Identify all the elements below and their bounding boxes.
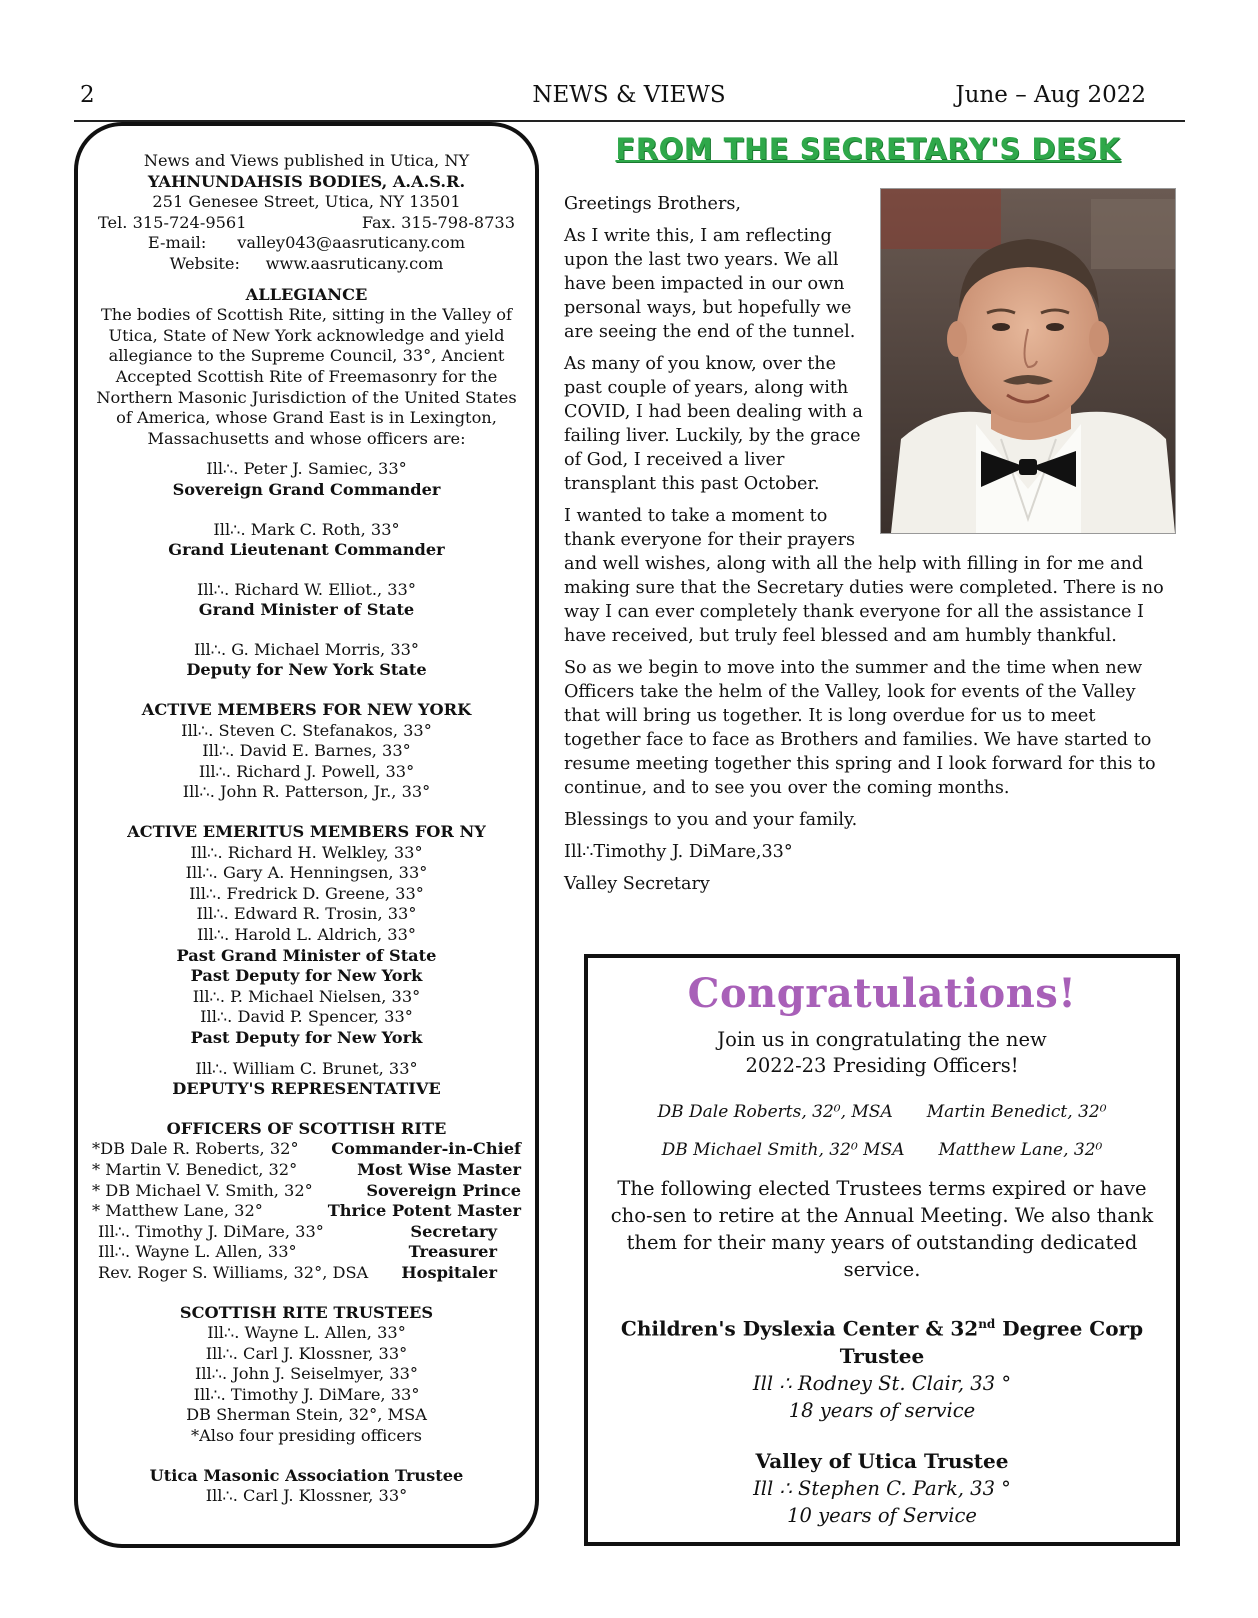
intro-line: 2022-23 Presiding Officers! <box>745 1054 1019 1077</box>
masthead-panel <box>74 122 539 1548</box>
presiding-officer: Martin Benedict, 32⁰ <box>926 1102 1107 1122</box>
presiding-officer: DB Michael Smith, 32⁰ MSA <box>661 1140 905 1160</box>
trustee1-service: 18 years of service <box>788 1398 976 1422</box>
officer-name: Rev. Roger S. Williams, 32°, DSA <box>98 1262 369 1282</box>
masonic-assoc-heading: Utica Masonic Association Trustee <box>149 1465 464 1485</box>
issue-date: June – Aug 2022 <box>955 82 1146 108</box>
officer-row <box>92 1181 521 1202</box>
grand-officer-title: Deputy for New York State <box>186 660 427 680</box>
allegiance-text: The bodies of Scottish Rite, sitting in the Valley of Utica, State of New York acknowledge and yield allegiance to the Supreme Council, 33°, Ancient Accepted Scottish Rite of Freemasonry for the Northern Masonic Jurisdiction of the United States of America, whose Grand East is in Lexington, Massachusetts and whose officers are: <box>96 305 517 448</box>
officers-heading: OFFICERS OF SCOTTISH RITE <box>166 1118 447 1138</box>
member-name: Ill∴. David E. Barnes, 33° <box>202 741 411 761</box>
officer-title: Secretary <box>410 1221 497 1241</box>
article-paragraph: I wanted to take a moment to thank everyone for their prayers and well wishes, along with all the help with filling in for me and making sure that the Secretary duties were completed. There is no way I can ever completely thank everyone for all the assistance I have received, but truly feel blessed and am humbly thankful. <box>564 506 1164 646</box>
officer-title: Sovereign Prince <box>366 1180 521 1200</box>
trustees-heading: SCOTTISH RITE TRUSTEES <box>179 1302 434 1322</box>
member-name: Ill∴. David P. Spencer, 33° <box>200 1007 413 1027</box>
trustee-name: Ill∴. Carl J. Klossner, 33° <box>205 1343 408 1363</box>
trustee1-title-sup: nd <box>978 1317 996 1331</box>
member-name: Ill∴. Steven C. Stefanakos, 33° <box>181 720 432 740</box>
secretary-article <box>564 192 1176 904</box>
photo-spacer <box>864 192 1176 530</box>
emeritus-title: Past Grand Minister of State <box>176 945 437 965</box>
presiding-officer: DB Dale Roberts, 32⁰, MSA <box>657 1102 893 1122</box>
allegiance-heading: ALLEGIANCE <box>245 284 368 304</box>
website-row <box>92 254 521 275</box>
presiding-officers <box>588 1093 1176 1169</box>
officer-row <box>92 1222 521 1243</box>
email-label: E-mail: <box>147 233 207 253</box>
emeritus-heading: ACTIVE EMERITUS MEMBERS FOR NY <box>127 822 486 842</box>
email-row <box>92 233 521 254</box>
trustees-thanks: The following elected Trustees terms expired or have cho-sen to retire at the Annual Meeting. We also thank them for their many years of outstanding dedicated service. <box>610 1177 1154 1281</box>
officer-pair <box>588 1093 1176 1131</box>
officer-pair <box>588 1131 1176 1169</box>
trustee1-name: Ill ∴ Rodney St. Clair, 33 ° <box>752 1371 1012 1395</box>
article-signature-title: Valley Secretary <box>564 874 710 894</box>
officer-name: * Martin V. Benedict, 32° <box>92 1159 298 1179</box>
officer-title: Thrice Potent Master <box>327 1201 521 1221</box>
deputy-rep-name: Ill∴. William C. Brunet, 33° <box>195 1058 418 1078</box>
trustee1-title-b: Degree Corp Trustee <box>839 1316 1144 1368</box>
member-name: Ill∴. Richard H. Welkley, 33° <box>190 842 423 862</box>
member-name: Ill∴. Fredrick D. Greene, 33° <box>189 883 424 903</box>
officer-row <box>92 1139 521 1160</box>
officer-title: Hospitaler <box>401 1262 497 1282</box>
emeritus-title: Past Deputy for New York <box>190 966 423 986</box>
officer-name: * Matthew Lane, 32° <box>92 1201 263 1221</box>
article-paragraph: As I write this, I am reflecting upon the last two years. We all have been impacted in our own personal ways, but hopefully we are seeing the end of the tunnel. <box>564 226 856 342</box>
fax: Fax. 315-798-8733 <box>361 212 515 232</box>
bodies-name: YAHNUNDAHSIS BODIES, A.A.S.R. <box>147 171 466 191</box>
deputy-rep-title: DEPUTY'S REPRESENTATIVE <box>172 1079 441 1099</box>
member-name: Ill∴. Gary A. Henningsen, 33° <box>185 863 428 883</box>
member-name: Ill∴. P. Michael Nielsen, 33° <box>192 986 421 1006</box>
trustee2-title: Valley of Utica Trustee <box>755 1448 1009 1473</box>
article-signature: Ill∴Timothy J. DiMare,33° <box>564 842 793 862</box>
member-name: Ill∴. John R. Patterson, Jr., 33° <box>182 782 431 802</box>
trustee-note: *Also four presiding officers <box>191 1426 422 1446</box>
congratulations-title: Congratulations! <box>687 970 1077 1017</box>
officer-name: * DB Michael V. Smith, 32° <box>92 1180 313 1200</box>
trustee-name: Ill∴. Wayne L. Allen, 33° <box>207 1323 406 1343</box>
secretary-desk-title: FROM THE SECRETARY'S DESK <box>615 132 1121 166</box>
officer-row <box>92 1160 521 1181</box>
trustee1-title-a: Children's Dyslexia Center & 32 <box>620 1316 979 1341</box>
article-paragraph: Greetings Brothers, <box>564 194 741 214</box>
contact-phone-row <box>92 213 521 234</box>
officer-row <box>92 1201 521 1222</box>
officer-name: Ill∴. Wayne L. Allen, 33° <box>98 1242 297 1262</box>
grand-officer-name: Ill∴. Mark C. Roth, 33° <box>213 519 400 539</box>
masonic-assoc-name: Ill∴. Carl J. Klossner, 33° <box>205 1486 408 1506</box>
grand-officer-name: Ill∴. Peter J. Samiec, 33° <box>206 459 407 479</box>
intro-line: Join us in congratulating the new <box>717 1028 1047 1051</box>
trustee-name: Ill∴. John J. Seiselmyer, 33° <box>194 1364 419 1384</box>
grand-officer-title: Grand Minister of State <box>198 600 415 620</box>
address: 251 Genesee Street, Utica, NY 13501 <box>152 192 461 212</box>
grand-officer-title: Grand Lieutenant Commander <box>168 540 445 560</box>
officer-title: Treasurer <box>408 1242 497 1262</box>
grand-officer-name: Ill∴. Richard W. Elliot., 33° <box>197 579 416 599</box>
congratulations-intro <box>588 1027 1176 1079</box>
member-name: Ill∴. Harold L. Aldrich, 33° <box>197 925 416 944</box>
presiding-officer: Matthew Lane, 32⁰ <box>938 1140 1103 1160</box>
trustee-name: Ill∴. Timothy J. DiMare, 33° <box>193 1384 420 1404</box>
website-label: Website: <box>169 253 240 273</box>
member-name: Ill∴. Richard J. Powell, 33° <box>198 761 415 781</box>
trustee2-service: 10 years of Service <box>787 1503 977 1527</box>
email-link[interactable]: valley043@aasruticany.com <box>237 233 466 253</box>
member-name: Ill∴. Edward R. Trosin, 33° <box>196 904 417 924</box>
article-paragraph: As many of you know, over the past couple of years, along with COVID, I had been dealing with a failing liver. Luckily, by the grace of God, I received a liver transplant this past October. <box>564 354 863 494</box>
trustee1-title <box>588 1311 1176 1370</box>
publication-title: NEWS & VIEWS <box>532 82 726 108</box>
officer-name: *DB Dale R. Roberts, 32° <box>92 1139 299 1159</box>
telephone: Tel. 315-724-9561 <box>98 212 247 232</box>
active-members-heading: ACTIVE MEMBERS FOR NEW YORK <box>141 700 472 720</box>
published-line: News and Views published in Utica, NY <box>143 151 470 170</box>
trustee2-name: Ill ∴ Stephen C. Park, 33 ° <box>753 1476 1011 1500</box>
trustee-name: DB Sherman Stein, 32°, MSA <box>186 1405 427 1425</box>
officer-row <box>92 1242 521 1263</box>
article-paragraph: Blessings to you and your family. <box>564 810 858 830</box>
officer-title: Most Wise Master <box>357 1159 521 1179</box>
officer-name: Ill∴. Timothy J. DiMare, 33° <box>98 1221 324 1241</box>
congratulations-box <box>584 954 1180 1546</box>
page-number: 2 <box>80 82 95 108</box>
grand-officer-title: Sovereign Grand Commander <box>172 479 441 499</box>
officer-title: Commander-in-Chief <box>331 1139 521 1159</box>
officer-row <box>92 1263 521 1284</box>
website-link[interactable]: www.aasruticany.com <box>265 253 444 273</box>
grand-officer-name: Ill∴. G. Michael Morris, 33° <box>193 639 420 659</box>
emeritus-title: Past Deputy for New York <box>190 1027 423 1047</box>
article-paragraph: So as we begin to move into the summer and the time when new Officers take the helm of the Valley, look for events of the Valley that will bring us together. It is long overdue for us to meet together face to face as Brothers and families. We have started to resume meeting together this spring and I look forward for this to continue, and to see you over the coming months. <box>564 658 1156 798</box>
